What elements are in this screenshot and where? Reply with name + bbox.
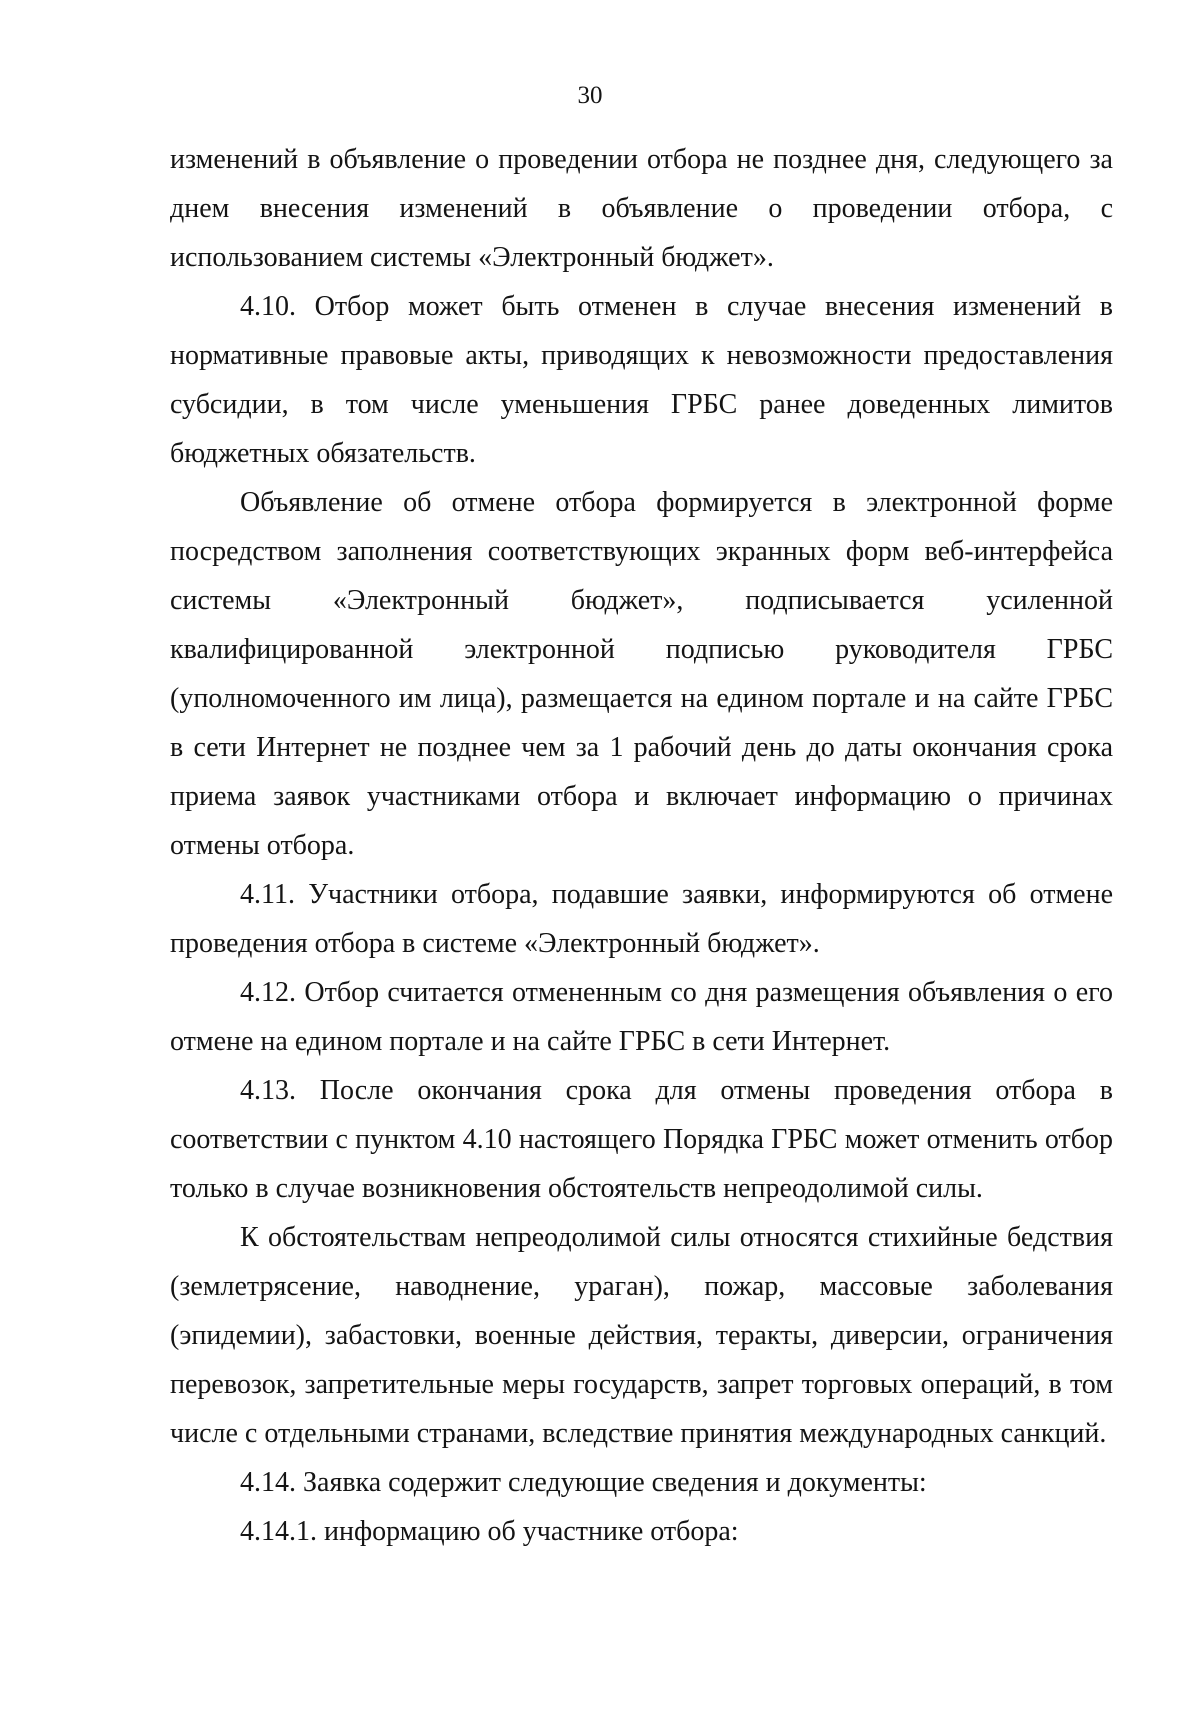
paragraph-4-10: 4.10. Отбор может быть отменен в случае внесения изменений в нормативные правовые акты, приводящих к невозможности предоставления субсидии, в том числе уменьшения ГРБС ранее доведенных лимитов бюджетных обязательств. <box>170 291 1113 469</box>
paragraph-4-14-1: 4.14.1. информацию об участнике отбора: <box>240 1516 739 1547</box>
paragraph-4-14: 4.14. Заявка содержит следующие сведения и документы: <box>240 1467 927 1498</box>
page-number: 30 <box>577 82 603 109</box>
paragraph-4-12: 4.12. Отбор считается отмененным со дня размещения объявления о его отмене на едином портале и на сайте ГРБС в сети Интернет. <box>170 977 1113 1057</box>
paragraph-force-majeure: К обстоятельствам непреодолимой силы относятся стихийные бедствия (землетрясение, наводнение, ураган), пожар, массовые заболевания (эпидемии), забастовки, военные действия, теракты, диверсии, ограничения перевозок, запретительные меры государств, запрет торговых операций, в том числе с отдельными странами, вследствие принятия международных санкций. <box>170 1222 1113 1449</box>
paragraph-4-11: 4.11. Участники отбора, подавшие заявки, информируются об отмене проведения отбора в системе «Электронный бюджет». <box>170 879 1113 959</box>
paragraph-cancellation-notice: Объявление об отмене отбора формируется в электронной форме посредством заполнения соответствующих экранных форм веб-интерфейса системы «Электронный бюджет», подписывается усиленной квалифицированной электронной подписью руководителя ГРБС (уполномоченного им лица), размещается на едином портале и на сайте ГРБС в сети Интернет не позднее чем за 1 рабочий день до даты окончания срока приема заявок участниками отбора и включает информацию о причинах отмены отбора. <box>170 487 1113 861</box>
document-body <box>170 135 1113 1556</box>
paragraph-continuation: изменений в объявление о проведении отбора не позднее дня, следующего за днем внесения изменений в объявление о проведении отбора, с использованием системы «Электронный бюджет». <box>170 144 1113 273</box>
paragraph-4-13: 4.13. После окончания срока для отмены проведения отбора в соответствии с пунктом 4.10 настоящего Порядка ГРБС может отменить отбор только в случае возникновения обстоятельств непреодолимой силы. <box>170 1075 1113 1204</box>
